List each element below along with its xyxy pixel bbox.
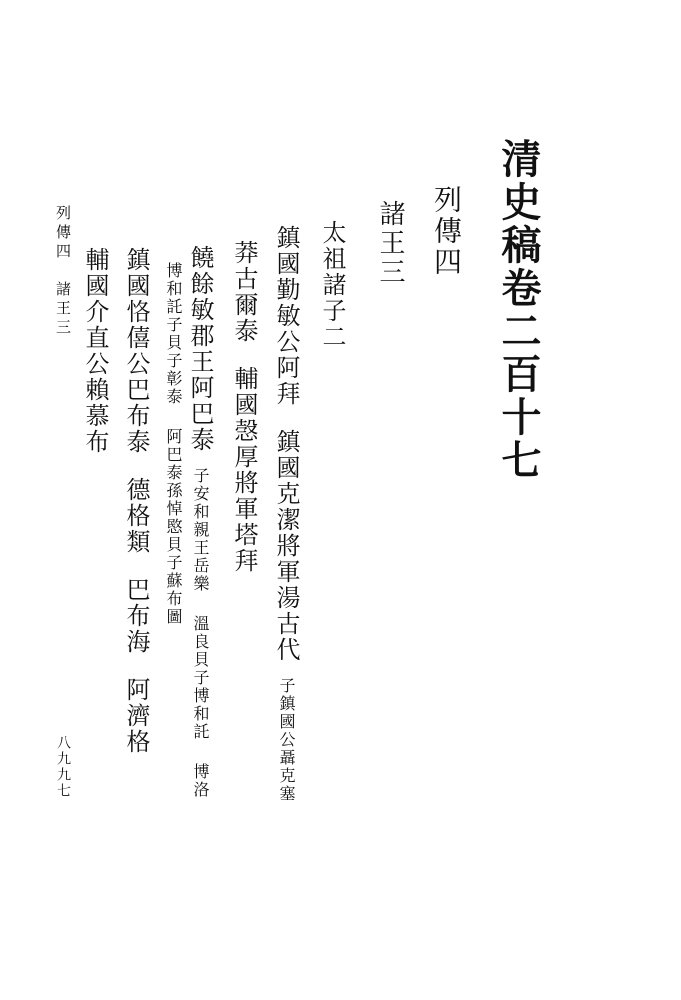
entry-note: 子鎮國公聶克塞 — [277, 677, 296, 803]
volume-title: 清史稿卷二百十七 — [495, 138, 542, 482]
running-header: 列傳四 諸王三 — [54, 205, 72, 338]
entry-column-2 — [232, 240, 256, 574]
entry-column-6 — [83, 247, 107, 455]
entry-note: 子安和親王岳樂 — [191, 467, 210, 593]
entry-note: 阿巴泰孫悼愍貝子蘇布圖 — [164, 428, 183, 626]
chapter-heading: 太祖諸子二 — [318, 220, 346, 350]
biography-subtitle: 列傳四 — [430, 185, 463, 278]
entry-name: 饒餘敏郡王阿巴泰 — [186, 245, 214, 453]
page-number: 八九九七 — [55, 735, 71, 799]
entry-name: 輔國介直公賴慕布 — [81, 247, 109, 455]
entry-column-4 — [165, 262, 181, 626]
entry-name: 德格類 — [122, 477, 150, 555]
entry-note: 溫良貝子博和託 — [191, 615, 210, 741]
entry-name: 鎮國勤敏公阿拜 — [272, 225, 300, 407]
entry-note: 博和託子貝子彰泰 — [164, 262, 183, 406]
entry-note: 博洛 — [191, 763, 210, 799]
entry-name: 莽古爾泰 — [230, 240, 258, 344]
entry-column-5 — [124, 247, 148, 755]
entry-column-1 — [274, 225, 298, 803]
entry-name: 阿濟格 — [122, 677, 150, 755]
entry-name: 巴布海 — [122, 577, 150, 655]
entry-name: 輔國愨厚將軍塔拜 — [230, 366, 258, 574]
section-title: 諸王三 — [375, 200, 405, 287]
entry-name: 鎮國克潔將軍湯古代 — [272, 429, 300, 663]
entry-name: 鎮國恪僖公巴布泰 — [122, 247, 150, 455]
entry-column-3 — [188, 245, 212, 799]
